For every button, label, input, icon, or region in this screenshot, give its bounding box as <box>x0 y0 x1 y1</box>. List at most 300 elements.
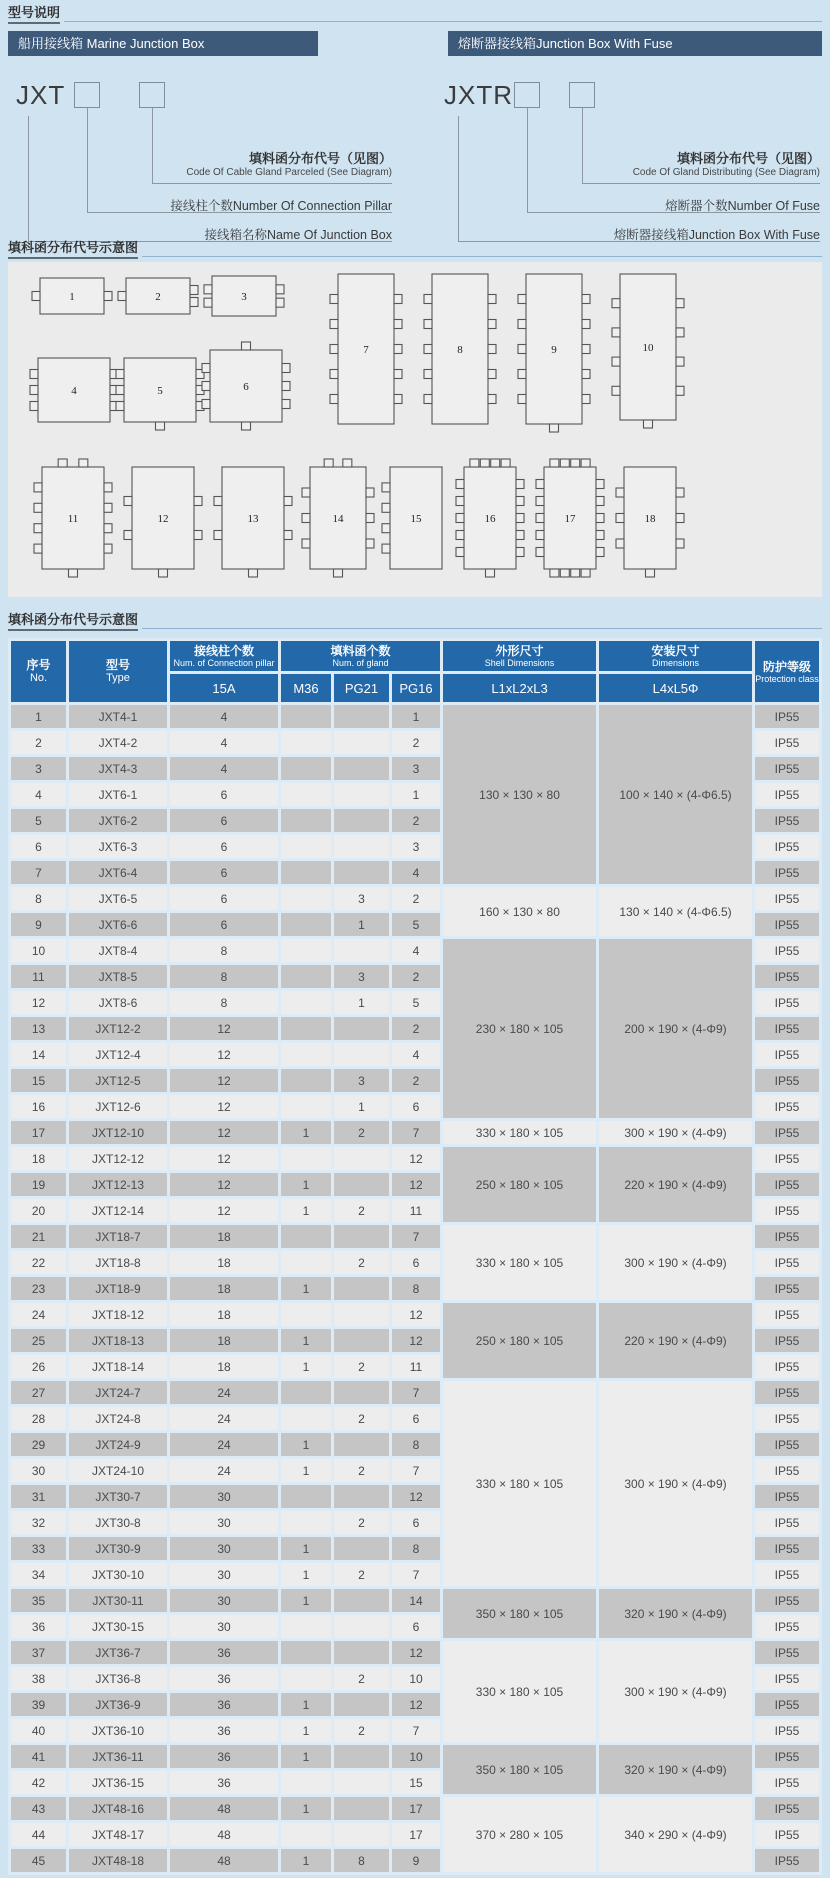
cell-type: JXT12-14 <box>69 1199 167 1222</box>
cell-no: 2 <box>11 731 66 754</box>
diagram-box-9 <box>518 274 590 432</box>
cell-type: JXT18-14 <box>69 1355 167 1378</box>
banner-marine-junction-box: 船用接线箱 Marine Junction Box <box>8 31 318 56</box>
cell-no: 36 <box>11 1615 66 1638</box>
cell-15a: 24 <box>170 1381 278 1404</box>
connector-line <box>152 108 153 183</box>
model-code-jxt: JXT <box>16 80 66 110</box>
title-rule <box>142 256 822 257</box>
cell-mount-dimensions: 320 × 190 × (4-Φ9) <box>599 1589 752 1638</box>
cell-pg21: 8 <box>334 1849 389 1872</box>
cell-protection: IP55 <box>755 939 819 962</box>
cell-15a: 4 <box>170 757 278 780</box>
col-header-gland <box>281 641 440 671</box>
header-en: Protection class <box>755 673 819 684</box>
cell-pg16: 1 <box>392 783 440 806</box>
cell-mount-dimensions: 320 × 190 × (4-Φ9) <box>599 1745 752 1794</box>
cell-protection: IP55 <box>755 1277 819 1300</box>
diagram-box-number: 14 <box>332 513 344 525</box>
cell-no: 17 <box>11 1121 66 1144</box>
cell-mount-dimensions: 300 × 190 × (4-Φ9) <box>599 1381 752 1586</box>
cell-pg21 <box>334 1771 389 1794</box>
cell-pg16: 2 <box>392 887 440 910</box>
cell-no: 25 <box>11 1329 66 1352</box>
cell-type: JXT8-6 <box>69 991 167 1014</box>
cell-15a: 8 <box>170 965 278 988</box>
cell-15a: 18 <box>170 1329 278 1352</box>
cell-type: JXT12-4 <box>69 1043 167 1066</box>
cell-15a: 6 <box>170 861 278 884</box>
cell-pg21: 2 <box>334 1199 389 1222</box>
cell-pg21 <box>334 835 389 858</box>
cell-pg16: 12 <box>392 1147 440 1170</box>
cell-pg21: 1 <box>334 1095 389 1118</box>
table-row <box>11 1225 819 1248</box>
cell-type: JXT30-7 <box>69 1485 167 1508</box>
cell-m36 <box>281 991 331 1014</box>
cell-no: 6 <box>11 835 66 858</box>
col-header-no <box>11 641 66 702</box>
banner-junction-box-with-fuse: 熔断器接线箱Junction Box With Fuse <box>448 31 822 56</box>
cell-15a: 8 <box>170 991 278 1014</box>
cell-m36: 1 <box>281 1355 331 1378</box>
table-row <box>11 1589 819 1612</box>
header-cn: 型号 <box>105 658 130 672</box>
cell-pg21: 2 <box>334 1667 389 1690</box>
header-en: Shell Dimensions <box>484 658 555 668</box>
cell-no: 30 <box>11 1459 66 1482</box>
cell-pg16: 15 <box>392 1771 440 1794</box>
cell-type: JXT36-11 <box>69 1745 167 1768</box>
cell-no: 16 <box>11 1095 66 1118</box>
cell-m36: 1 <box>281 1121 331 1144</box>
cell-m36: 1 <box>281 1797 331 1820</box>
label-number-of-fuse: 熔断器个数Number Of Fuse <box>665 199 820 213</box>
table-row <box>11 1147 819 1170</box>
cell-no: 38 <box>11 1667 66 1690</box>
cell-m36 <box>281 705 331 728</box>
cell-pg16: 6 <box>392 1251 440 1274</box>
cell-m36 <box>281 1303 331 1326</box>
cell-type: JXT18-8 <box>69 1251 167 1274</box>
table-row <box>11 1121 819 1144</box>
diagram-box-8 <box>424 274 496 424</box>
section-title-diagram <box>8 240 822 259</box>
diagram-box-number: 10 <box>642 342 654 354</box>
cell-protection: IP55 <box>755 1745 819 1768</box>
cell-m36 <box>281 757 331 780</box>
cell-protection: IP55 <box>755 1563 819 1586</box>
cell-type: JXT18-9 <box>69 1277 167 1300</box>
cell-m36: 1 <box>281 1719 331 1742</box>
cell-type: JXT6-1 <box>69 783 167 806</box>
cell-type: JXT6-5 <box>69 887 167 910</box>
section-title-model <box>8 5 822 24</box>
cell-pg16: 8 <box>392 1277 440 1300</box>
cell-type: JXT30-8 <box>69 1511 167 1534</box>
cell-m36 <box>281 1069 331 1092</box>
cell-mount-dimensions: 220 × 190 × (4-Φ9) <box>599 1303 752 1378</box>
diagram-box-number: 11 <box>67 513 79 525</box>
cell-type: JXT12-13 <box>69 1173 167 1196</box>
diagram-box-12 <box>124 467 202 577</box>
cell-15a: 36 <box>170 1745 278 1768</box>
cell-pg16: 7 <box>392 1719 440 1742</box>
cell-type: JXT8-5 <box>69 965 167 988</box>
cell-no: 9 <box>11 913 66 936</box>
cell-pg16: 11 <box>392 1355 440 1378</box>
diagram-box-2 <box>118 278 198 314</box>
cell-protection: IP55 <box>755 1615 819 1638</box>
cell-no: 42 <box>11 1771 66 1794</box>
cell-protection: IP55 <box>755 835 819 858</box>
code-box <box>74 82 100 108</box>
cell-m36 <box>281 913 331 936</box>
cell-pg21: 2 <box>334 1511 389 1534</box>
cell-15a: 12 <box>170 1147 278 1170</box>
cell-protection: IP55 <box>755 1719 819 1742</box>
cell-shell-dimensions: 250 × 180 × 105 <box>443 1147 596 1222</box>
connector-line <box>582 108 583 183</box>
cell-15a: 36 <box>170 1771 278 1794</box>
cell-pg21: 1 <box>334 991 389 1014</box>
cell-type: JXT4-3 <box>69 757 167 780</box>
diagram-box-11 <box>34 459 112 577</box>
cell-protection: IP55 <box>755 1407 819 1430</box>
spec-table-body <box>11 705 819 1872</box>
cell-type: JXT36-10 <box>69 1719 167 1742</box>
cell-15a: 6 <box>170 809 278 832</box>
cell-pg16: 7 <box>392 1121 440 1144</box>
cell-15a: 6 <box>170 783 278 806</box>
table-row <box>11 1641 819 1664</box>
cell-type: JXT12-12 <box>69 1147 167 1170</box>
cell-pg16: 9 <box>392 1849 440 1872</box>
diagram-box-number: 16 <box>484 513 496 525</box>
cell-m36 <box>281 835 331 858</box>
cell-no: 26 <box>11 1355 66 1378</box>
gland-diagram-panel <box>8 262 822 597</box>
cell-type: JXT48-18 <box>69 1849 167 1872</box>
diagram-box-number: 17 <box>564 513 576 525</box>
cell-pg16: 10 <box>392 1745 440 1768</box>
cell-15a: 48 <box>170 1849 278 1872</box>
cell-m36 <box>281 1381 331 1404</box>
diagram-box-7 <box>330 274 402 424</box>
cell-type: JXT24-7 <box>69 1381 167 1404</box>
cell-mount-dimensions: 100 × 140 × (4-Φ6.5) <box>599 705 752 884</box>
cell-15a: 6 <box>170 835 278 858</box>
cell-no: 15 <box>11 1069 66 1092</box>
diagram-box-number: 5 <box>157 385 163 397</box>
cell-m36 <box>281 1823 331 1846</box>
cell-15a: 36 <box>170 1641 278 1664</box>
label-gland-code-en: Code Of Gland Distributing (See Diagram) <box>632 167 820 178</box>
cell-protection: IP55 <box>755 1641 819 1664</box>
cell-15a: 12 <box>170 1173 278 1196</box>
cell-m36 <box>281 1641 331 1664</box>
cell-protection: IP55 <box>755 1511 819 1534</box>
cell-m36: 1 <box>281 1199 331 1222</box>
cell-protection: IP55 <box>755 783 819 806</box>
cell-m36: 1 <box>281 1537 331 1560</box>
cell-pg21 <box>334 1485 389 1508</box>
cell-m36 <box>281 1251 331 1274</box>
cell-m36 <box>281 731 331 754</box>
cell-shell-dimensions: 350 × 180 × 105 <box>443 1589 596 1638</box>
diagram-box-17 <box>536 459 604 577</box>
cell-protection: IP55 <box>755 1771 819 1794</box>
header-en: Type <box>106 672 130 684</box>
cell-pg21 <box>334 1329 389 1352</box>
diagram-box-18 <box>616 467 684 577</box>
header-cn: 外形尺寸 <box>495 644 544 658</box>
cell-no: 43 <box>11 1797 66 1820</box>
cell-type: JXT6-6 <box>69 913 167 936</box>
diagram-box-number: 6 <box>243 381 249 393</box>
label-junction-box-name: 接线箱名称Name Of Junction Box <box>204 228 392 242</box>
cell-15a: 24 <box>170 1433 278 1456</box>
cell-no: 13 <box>11 1017 66 1040</box>
diagram-box-number: 4 <box>71 385 77 397</box>
cell-no: 22 <box>11 1251 66 1274</box>
cell-m36 <box>281 1095 331 1118</box>
diagram-box-number: 13 <box>247 513 259 525</box>
cell-no: 10 <box>11 939 66 962</box>
cell-pg16: 17 <box>392 1797 440 1820</box>
cell-protection: IP55 <box>755 1173 819 1196</box>
cell-shell-dimensions: 350 × 180 × 105 <box>443 1745 596 1794</box>
cell-protection: IP55 <box>755 861 819 884</box>
cell-protection: IP55 <box>755 1823 819 1846</box>
cell-m36 <box>281 1771 331 1794</box>
cell-pg21 <box>334 1303 389 1326</box>
cell-shell-dimensions: 250 × 180 × 105 <box>443 1303 596 1378</box>
cell-m36: 1 <box>281 1277 331 1300</box>
cell-type: JXT18-13 <box>69 1329 167 1352</box>
cell-pg16: 8 <box>392 1537 440 1560</box>
diagram-box-13 <box>214 467 292 577</box>
spec-table-wrap <box>8 638 822 1875</box>
cell-protection: IP55 <box>755 757 819 780</box>
cell-m36 <box>281 1485 331 1508</box>
cell-m36: 1 <box>281 1459 331 1482</box>
cell-pg16: 5 <box>392 991 440 1014</box>
cell-pg21: 3 <box>334 1069 389 1092</box>
cell-type: JXT36-9 <box>69 1693 167 1716</box>
cell-pg21 <box>334 1615 389 1638</box>
cell-no: 23 <box>11 1277 66 1300</box>
cell-pg16: 7 <box>392 1225 440 1248</box>
cell-15a: 48 <box>170 1797 278 1820</box>
cell-type: JXT18-7 <box>69 1225 167 1248</box>
col-header-protection <box>755 641 819 702</box>
cell-type: JXT36-7 <box>69 1641 167 1664</box>
cell-15a: 4 <box>170 731 278 754</box>
cell-pg16: 4 <box>392 861 440 884</box>
cell-pg16: 6 <box>392 1095 440 1118</box>
cell-type: JXT36-8 <box>69 1667 167 1690</box>
cell-15a: 30 <box>170 1563 278 1586</box>
cell-no: 3 <box>11 757 66 780</box>
spec-table <box>8 638 822 1875</box>
cell-no: 35 <box>11 1589 66 1612</box>
cell-pg21 <box>334 1641 389 1664</box>
label-gland-code-en: Code Of Cable Gland Parceled (See Diagram) <box>186 167 392 178</box>
cell-15a: 36 <box>170 1719 278 1742</box>
cell-type: JXT48-16 <box>69 1797 167 1820</box>
cell-protection: IP55 <box>755 1537 819 1560</box>
cell-15a: 18 <box>170 1225 278 1248</box>
cell-no: 32 <box>11 1511 66 1534</box>
label-junction-box-with-fuse: 熔断器接线箱Junction Box With Fuse <box>613 228 820 242</box>
cell-m36 <box>281 1017 331 1040</box>
cell-protection: IP55 <box>755 1381 819 1404</box>
diagram-box-number: 3 <box>241 291 247 303</box>
cell-type: JXT30-15 <box>69 1615 167 1638</box>
cell-type: JXT48-17 <box>69 1823 167 1846</box>
gland-diagram-svg <box>8 262 822 597</box>
cell-15a: 12 <box>170 1043 278 1066</box>
cell-pg21 <box>334 1147 389 1170</box>
cell-15a: 30 <box>170 1511 278 1534</box>
cell-mount-dimensions: 300 × 190 × (4-Φ9) <box>599 1641 752 1742</box>
subcol-pg21: PG21 <box>334 674 389 702</box>
cell-protection: IP55 <box>755 1485 819 1508</box>
diagram-box-5 <box>116 358 204 430</box>
cell-pg16: 3 <box>392 835 440 858</box>
cell-no: 11 <box>11 965 66 988</box>
cell-protection: IP55 <box>755 1329 819 1352</box>
cell-pg16: 4 <box>392 1043 440 1066</box>
cell-15a: 6 <box>170 887 278 910</box>
title-rule <box>142 628 822 629</box>
cell-pg21: 2 <box>334 1719 389 1742</box>
header-cn: 序号 <box>26 658 51 672</box>
cell-15a: 18 <box>170 1355 278 1378</box>
cell-m36 <box>281 783 331 806</box>
cell-shell-dimensions: 330 × 180 × 105 <box>443 1381 596 1586</box>
cell-protection: IP55 <box>755 1589 819 1612</box>
diagram-box-number: 7 <box>363 344 369 356</box>
cell-protection: IP55 <box>755 705 819 728</box>
cell-pg21: 1 <box>334 913 389 936</box>
cell-15a: 48 <box>170 1823 278 1846</box>
cell-type: JXT36-15 <box>69 1771 167 1794</box>
cell-15a: 12 <box>170 1017 278 1040</box>
cell-pg16: 12 <box>392 1641 440 1664</box>
cell-mount-dimensions: 220 × 190 × (4-Φ9) <box>599 1147 752 1222</box>
col-header-mount-dimensions <box>599 641 752 671</box>
cell-protection: IP55 <box>755 1251 819 1274</box>
cell-type: JXT6-4 <box>69 861 167 884</box>
cell-protection: IP55 <box>755 1433 819 1456</box>
cell-protection: IP55 <box>755 731 819 754</box>
title-rule <box>64 21 822 22</box>
connector-line <box>152 183 392 184</box>
cell-pg21 <box>334 1693 389 1716</box>
header-cn: 填料函个数 <box>330 644 391 658</box>
cell-pg16: 6 <box>392 1407 440 1430</box>
cell-protection: IP55 <box>755 1043 819 1066</box>
subcol-m36: M36 <box>281 674 331 702</box>
diagram-box-number: 12 <box>157 513 169 525</box>
cell-type: JXT24-8 <box>69 1407 167 1430</box>
cell-type: JXT12-10 <box>69 1121 167 1144</box>
cell-mount-dimensions: 200 × 190 × (4-Φ9) <box>599 939 752 1118</box>
cell-pg21 <box>334 1043 389 1066</box>
connector-line <box>582 183 820 184</box>
cell-15a: 6 <box>170 913 278 936</box>
cell-no: 4 <box>11 783 66 806</box>
cell-protection: IP55 <box>755 1355 819 1378</box>
cell-type: JXT30-9 <box>69 1537 167 1560</box>
cell-pg16: 8 <box>392 1433 440 1456</box>
code-box <box>139 82 165 108</box>
cell-m36 <box>281 965 331 988</box>
cell-pg21 <box>334 861 389 884</box>
cell-pg21: 2 <box>334 1563 389 1586</box>
header-cn: 接线柱个数 <box>193 644 254 658</box>
cell-type: JXT6-3 <box>69 835 167 858</box>
cell-type: JXT30-10 <box>69 1563 167 1586</box>
cell-pg21: 2 <box>334 1459 389 1482</box>
cell-shell-dimensions: 330 × 180 × 105 <box>443 1121 596 1144</box>
cell-m36: 1 <box>281 1745 331 1768</box>
cell-pg21 <box>334 1797 389 1820</box>
cell-m36: 1 <box>281 1433 331 1456</box>
section-title-table <box>8 612 822 631</box>
cell-m36: 1 <box>281 1849 331 1872</box>
cell-pg16: 14 <box>392 1589 440 1612</box>
diagram-box-number: 2 <box>155 291 161 303</box>
cell-pg16: 11 <box>392 1199 440 1222</box>
cell-mount-dimensions: 130 × 140 × (4-Φ6.5) <box>599 887 752 936</box>
cell-protection: IP55 <box>755 1225 819 1248</box>
cell-15a: 12 <box>170 1199 278 1222</box>
subcol-pg16: PG16 <box>392 674 440 702</box>
cell-pg16: 5 <box>392 913 440 936</box>
cell-15a: 24 <box>170 1407 278 1430</box>
cell-no: 20 <box>11 1199 66 1222</box>
cell-15a: 12 <box>170 1069 278 1092</box>
cell-pg21 <box>334 1225 389 1248</box>
cell-pg16: 10 <box>392 1667 440 1690</box>
col-header-type <box>69 641 167 702</box>
cell-no: 14 <box>11 1043 66 1066</box>
diagram-box-14 <box>302 459 374 577</box>
cell-no: 40 <box>11 1719 66 1742</box>
cell-no: 37 <box>11 1641 66 1664</box>
cell-protection: IP55 <box>755 1017 819 1040</box>
cell-15a: 30 <box>170 1485 278 1508</box>
cell-15a: 18 <box>170 1303 278 1326</box>
cell-no: 18 <box>11 1147 66 1170</box>
header-en: Num. of Connection pillar <box>173 658 275 668</box>
cell-pg21 <box>334 783 389 806</box>
cell-m36 <box>281 1407 331 1430</box>
cell-protection: IP55 <box>755 809 819 832</box>
section-title-text: 型号说明 <box>8 5 60 24</box>
cell-mount-dimensions: 300 × 190 × (4-Φ9) <box>599 1121 752 1144</box>
cell-pg21 <box>334 1173 389 1196</box>
diagram-box-3 <box>204 276 284 316</box>
cell-pg21: 2 <box>334 1355 389 1378</box>
cell-pg21 <box>334 1745 389 1768</box>
cell-no: 34 <box>11 1563 66 1586</box>
cell-no: 19 <box>11 1173 66 1196</box>
cell-m36: 1 <box>281 1173 331 1196</box>
